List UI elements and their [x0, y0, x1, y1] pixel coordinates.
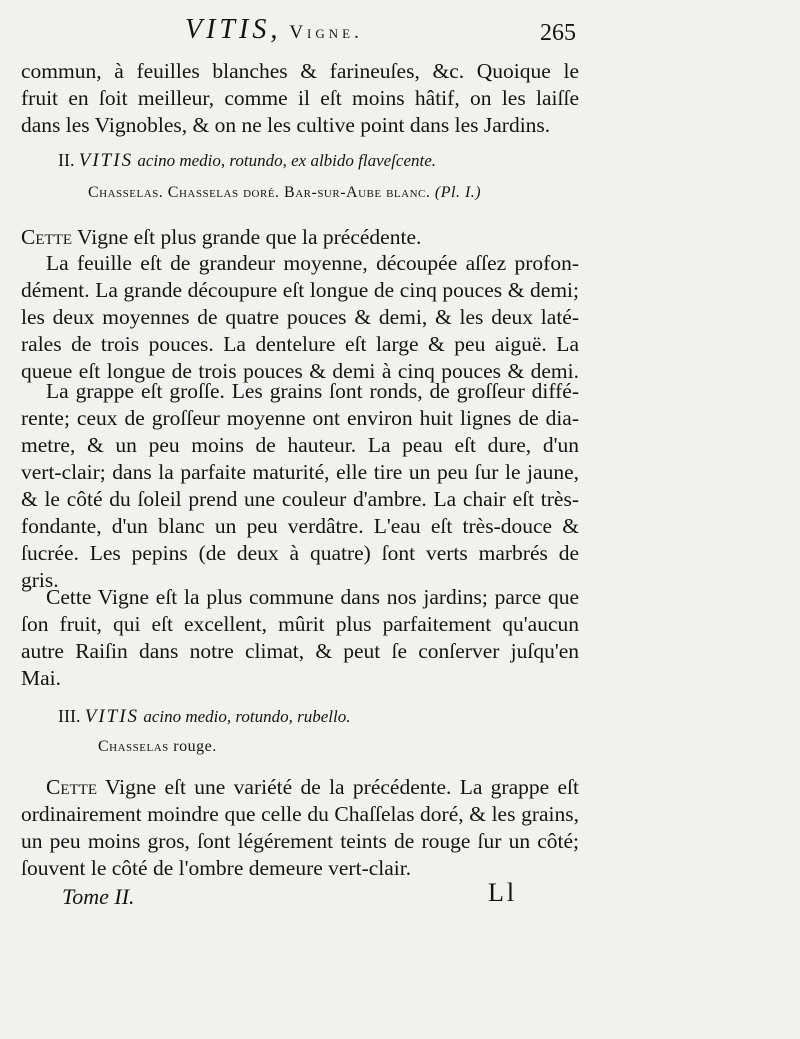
text-line: ſon fruit, qui eſt excellent, mûrit plus parfaitement qu'aucun	[21, 612, 579, 636]
text-line: fruit en ſoit meilleur, comme il eſt moins hâtif, on les laiſſe	[21, 86, 579, 110]
text-line: gris.	[21, 568, 59, 592]
common-names: Chasselas	[98, 738, 169, 755]
text-line: Cette Vigne eſt plus grande que la précédente.	[21, 225, 422, 249]
text-line: ordinairement moindre que celle du Chaſſelas doré, & les grains,	[21, 802, 579, 826]
lead-word: Cette	[46, 775, 97, 799]
text-line: & le côté du ſoleil prend une couleur d'ambre. La chair eſt très-	[21, 487, 579, 511]
page-number: 265	[540, 20, 576, 46]
common-names: Chasselas. Chasselas doré. Bar-sur-Aube blanc.	[88, 184, 431, 201]
common-names-color: rouge.	[173, 738, 217, 755]
entry-3-common-names	[98, 738, 217, 756]
text-line: autre Raiſin dans notre climat, & peut ſe conſerver juſqu'en	[21, 639, 579, 663]
text-line: commun, à feuilles blanches & farineuſes, &c. Quoique le	[21, 59, 579, 83]
text-line: La grappe eſt groſſe. Les grains ſont ronds, de groſſeur diffé-	[46, 379, 579, 403]
entry-description: acino medio, rotundo, rubello.	[143, 707, 351, 726]
text-line: ſouvent le côté de l'ombre demeure vert-clair.	[21, 856, 412, 880]
text-line: metre, & un peu moins de hauteur. La peau eſt dure, d'un	[21, 433, 579, 457]
intro-paragraph	[21, 58, 579, 139]
text-line: ſucrée. Les pepins (de deux à quatre) ſont verts marbrés de	[21, 541, 579, 565]
entry-number: II.	[58, 150, 75, 170]
entry-2-paragraph-4	[21, 584, 579, 692]
text-line: vert-clair; dans la parfaite maturité, elle tire un peu ſur le jaune,	[21, 460, 579, 484]
running-header	[0, 14, 800, 50]
text-line: un peu moins gros, ſont légérement teints de rouge ſur un côté;	[21, 829, 579, 853]
entry-2-heading	[58, 150, 436, 172]
plate-reference: (Pl. I.)	[434, 184, 482, 201]
text-line: rales de trois pouces. La dentelure eſt large & peu aiguë. La	[21, 332, 579, 356]
volume-label: Tome II.	[62, 884, 135, 909]
text-line: dément. La grande découpure eſt longue de cinq pouces & demi;	[21, 278, 579, 302]
lead-word: Cette	[21, 225, 72, 249]
entry-2-paragraph-3	[21, 378, 579, 594]
text-line: Cette Vigne eſt la plus commune dans nos jardins; parce que	[46, 585, 579, 609]
entry-description: acino medio, rotundo, ex albido flaveſcente.	[137, 151, 437, 170]
entry-3-paragraph	[21, 774, 579, 882]
running-title	[185, 14, 363, 46]
entry-genus: VITIS	[78, 150, 134, 171]
text-line: dans les Vignobles, & on ne les cultive point dans les Jardins.	[21, 113, 551, 137]
text-line: Mai.	[21, 666, 62, 690]
signature-mark: Ll	[488, 878, 518, 907]
entry-2-paragraph-2	[21, 250, 579, 385]
text-line: rente; ceux de groſſeur moyenne ont environ huit lignes de dia-	[21, 406, 579, 430]
text-line: fondante, d'un blanc un peu verdâtre. L'eau eſt très-douce &	[21, 514, 579, 538]
text-line: Cette Vigne eſt une variété de la précédente. La grappe eſt	[46, 775, 579, 799]
text-line: les deux moyennes de quatre pouces & demi, & les deux laté-	[21, 305, 579, 329]
title-latin: VITIS,	[185, 14, 282, 45]
entry-3-heading	[58, 706, 350, 728]
entry-number: III.	[58, 706, 81, 726]
entry-2-paragraph-1	[21, 224, 579, 251]
entry-genus: VITIS	[84, 706, 140, 727]
entry-2-common-names	[88, 184, 481, 202]
text-line: La feuille eſt de grandeur moyenne, découpée aſſez profon-	[46, 251, 579, 275]
text-line: queue eſt longue de trois pouces & demi à cinq pouces & demi.	[21, 359, 579, 383]
title-french: Vigne.	[289, 22, 363, 43]
